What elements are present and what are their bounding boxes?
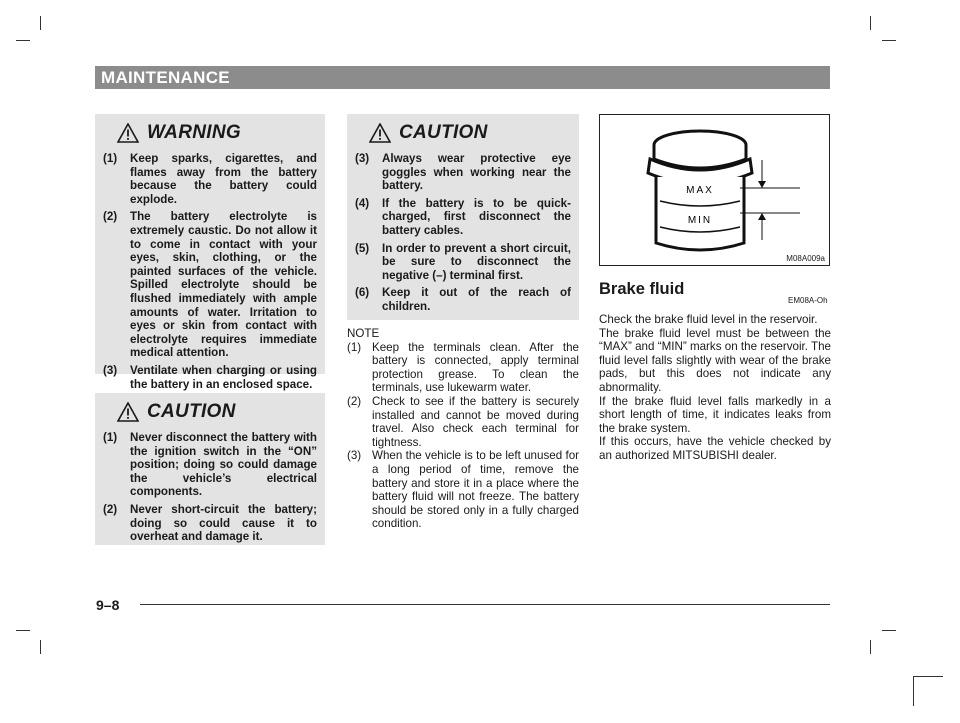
item-text: The battery electrolyte is extremely caustic. Do not allow it to come in contact with your eyes, skin, clothing, or the painted surfaces of the vehicle. Spilled electrolyte should be flushed immediately with ample amounts of water. Irritation to eyes or skin from contact with electrolyte requires immediate medical attention. xyxy=(130,210,317,360)
list-item xyxy=(103,364,317,391)
page-number: 9–8 xyxy=(96,597,120,613)
warning-triangle-icon xyxy=(369,123,391,143)
caution-title: CAUTION xyxy=(399,122,488,143)
list-item xyxy=(103,503,317,544)
caution-box-left xyxy=(95,393,325,545)
caution-box-middle xyxy=(347,114,579,320)
item-number: (3) xyxy=(103,363,118,377)
crop-mark xyxy=(882,630,896,631)
item-text: In order to prevent a short circuit, be sure to disconnect the negative (–) terminal first. xyxy=(382,241,571,282)
item-number: (3) xyxy=(347,449,362,463)
footer-divider xyxy=(140,604,830,605)
crop-mark xyxy=(40,16,41,30)
caution-list xyxy=(95,431,325,544)
caution-list xyxy=(347,152,579,314)
item-number: (1) xyxy=(103,152,118,165)
paragraph: If the brake fluid level falls markedly in a short length of time, it indicates leaks from the brake system. xyxy=(599,394,831,435)
item-text: When the vehicle is to be left unused for a long period of time, remove the battery and store it in a place where the battery fluid will not freeze. The battery should be stored only in a fully charged condition. xyxy=(372,449,579,531)
warning-list xyxy=(95,152,325,391)
crop-mark xyxy=(40,640,41,654)
figure-code: M08A009a xyxy=(786,254,825,263)
section-body xyxy=(599,313,831,463)
list-item xyxy=(355,286,571,313)
caution-title: CAUTION xyxy=(147,401,236,422)
paragraph: If this occurs, have the vehicle checked by an authorized MITSUBISHI dealer. xyxy=(599,435,831,462)
item-number: (4) xyxy=(355,196,370,210)
item-text: If the battery is to be quick-charged, first disconnect the battery cables. xyxy=(382,196,571,237)
paragraph: Check the brake fluid level in the reservoir. xyxy=(599,313,818,326)
crop-mark xyxy=(870,16,871,30)
list-item xyxy=(347,449,579,531)
list-item xyxy=(347,395,579,449)
caution-box-header xyxy=(347,114,579,144)
crop-mark xyxy=(882,40,896,41)
list-item xyxy=(355,152,571,193)
reservoir-illustration xyxy=(600,115,829,265)
section-title: Brake fluid xyxy=(599,280,685,298)
crop-mark xyxy=(913,676,943,677)
crop-mark xyxy=(16,630,30,631)
item-number: (6) xyxy=(355,286,370,300)
item-text: Check to see if the battery is securely installed and cannot be moved during travel. Also check each terminal for tightness. xyxy=(372,394,579,449)
item-text: Keep it out of the reach of children. xyxy=(382,286,571,313)
item-text: Always wear protective eye goggles when working near the battery. xyxy=(382,152,571,193)
warning-box-header xyxy=(95,114,325,144)
list-item xyxy=(355,197,571,238)
list-item xyxy=(347,341,579,395)
note-heading: NOTE xyxy=(347,327,380,340)
paragraph: The brake fluid level must be between the “MAX” and “MIN” marks on the reservoir. The fluid level falls slightly with wear of the brake pads, but this does not indicate any abnormality. xyxy=(599,326,831,394)
caution-box-header xyxy=(95,393,325,423)
list-item xyxy=(355,242,571,283)
warning-box xyxy=(95,114,325,391)
crop-mark xyxy=(913,676,914,706)
item-text: Never short-circuit the battery; doing so could cause it to overheat and damage it. xyxy=(130,502,317,544)
note-list xyxy=(347,341,579,531)
item-number: (2) xyxy=(103,502,118,516)
item-number: (2) xyxy=(103,210,118,224)
item-number: (1) xyxy=(103,431,118,444)
list-item xyxy=(103,152,317,206)
item-text: Ventilate when charging or using the battery in an enclosed space. xyxy=(130,363,317,391)
max-label: MAX xyxy=(686,185,714,196)
list-item xyxy=(103,431,317,499)
note-section xyxy=(347,327,579,531)
page-title: MAINTENANCE xyxy=(101,68,230,87)
item-number: (1) xyxy=(347,340,362,354)
crop-mark xyxy=(870,640,871,654)
warning-triangle-icon xyxy=(117,402,139,422)
section-code: EM08A-Oh xyxy=(788,296,828,305)
header-bar xyxy=(95,66,830,89)
reservoir-figure xyxy=(599,114,830,266)
warning-triangle-icon xyxy=(117,123,139,143)
item-number: (2) xyxy=(347,394,362,408)
min-label: MIN xyxy=(687,215,713,226)
warning-title: WARNING xyxy=(147,122,241,143)
item-number: (3) xyxy=(355,152,370,165)
item-text: Keep sparks, cigarettes, and flames away from the battery because the battery could explode. xyxy=(130,152,317,206)
item-text: Keep the terminals clean. After the battery is connected, apply terminal protection grease. To clean the terminals, use lukewarm water. xyxy=(372,340,579,395)
list-item xyxy=(103,210,317,360)
item-text: Never disconnect the battery with the ignition switch in the “ON” position; doing so could damage the vehicle’s electrical components. xyxy=(130,431,317,499)
crop-mark xyxy=(16,40,30,41)
item-number: (5) xyxy=(355,241,370,255)
